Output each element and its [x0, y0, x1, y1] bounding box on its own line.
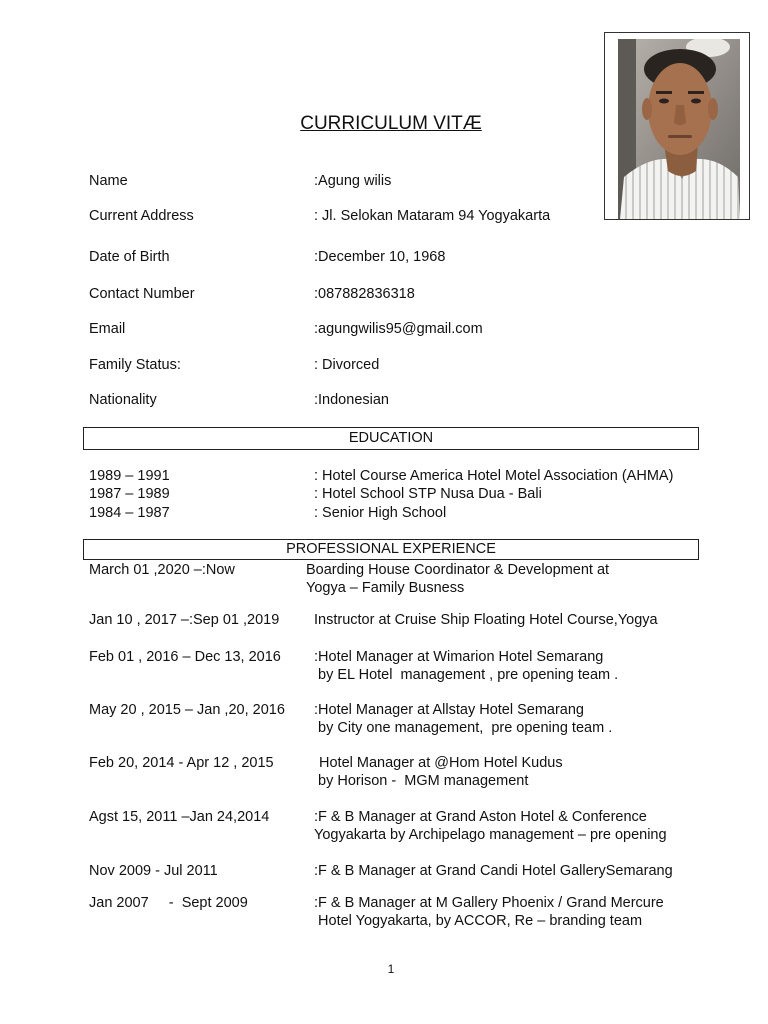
family-status-value: : Divorced	[314, 357, 380, 373]
email-label: Email	[89, 321, 126, 337]
nationality-label: Nationality	[89, 392, 157, 408]
experience-role-detail: Hotel Yogyakarta, by ACCOR, Re – branding team	[314, 913, 643, 929]
portrait-image	[618, 39, 740, 219]
education-heading: EDUCATION	[83, 427, 699, 450]
experience-heading: PROFESSIONAL EXPERIENCE	[83, 539, 699, 560]
page-number: 1	[387, 962, 395, 976]
page-title: CURRICULUM VITÆ	[300, 113, 482, 134]
experience-period: May 20 , 2015 – Jan ,20, 2016	[89, 702, 285, 718]
contact-label: Contact Number	[89, 286, 195, 302]
experience-role: Boarding House Coordinator & Development at	[306, 562, 610, 578]
experience-period: Agst 15, 2011 –Jan 24,2014	[89, 809, 270, 825]
dob-label: Date of Birth	[89, 249, 170, 265]
name-value: :Agung wilis	[314, 173, 392, 189]
experience-period: Jan 2007 - Sept 2009	[89, 895, 248, 911]
experience-period: March 01 ,2020 –:Now	[89, 562, 235, 578]
experience-role-detail: by EL Hotel management , pre opening team .	[314, 667, 619, 683]
experience-period: Nov 2009 - Jul 2011	[89, 863, 218, 879]
contact-value: :087882836318	[314, 286, 415, 302]
experience-role-detail: by City one management, pre opening team .	[314, 720, 613, 736]
nationality-value: :Indonesian	[314, 392, 389, 408]
address-value: : Jl. Selokan Mataram 94 Yogyakarta	[314, 208, 551, 224]
education-period: 1984 – 1987	[89, 505, 170, 521]
experience-role: :Hotel Manager at Allstay Hotel Semarang	[314, 702, 584, 718]
experience-period: Feb 20, 2014 - Apr 12 , 2015	[89, 755, 274, 771]
experience-period: Jan 10 , 2017 –:Sep 01 ,2019	[89, 612, 280, 628]
education-period: 1989 – 1991	[89, 468, 170, 484]
experience-role: :F & B Manager at Grand Candi Hotel GallerySemarang	[314, 863, 673, 879]
experience-role: Instructor at Cruise Ship Floating Hotel Course,Yogya	[314, 612, 658, 628]
experience-period: Feb 01 , 2016 – Dec 13, 2016	[89, 649, 281, 665]
experience-role-detail: Yogyakarta by Archipelago management – pre opening	[314, 827, 667, 843]
profile-photo	[618, 39, 740, 219]
experience-role: :F & B Manager at M Gallery Phoenix / Grand Mercure	[314, 895, 664, 911]
address-label: Current Address	[89, 208, 194, 224]
dob-value: :December 10, 1968	[314, 249, 446, 265]
education-period: 1987 – 1989	[89, 486, 170, 502]
experience-role: :Hotel Manager at Wimarion Hotel Semarang	[314, 649, 604, 665]
experience-role: :F & B Manager at Grand Aston Hotel & Conference	[314, 809, 647, 825]
education-detail: : Hotel Course America Hotel Motel Association (AHMA)	[314, 468, 674, 484]
family-status-label: Family Status:	[89, 357, 181, 373]
name-label: Name	[89, 173, 128, 189]
experience-role-detail: Yogya – Family Busness	[306, 580, 465, 596]
email-value: :agungwilis95@gmail.com	[314, 321, 483, 337]
experience-role: Hotel Manager at @Hom Hotel Kudus	[319, 755, 563, 771]
education-detail: : Senior High School	[314, 505, 447, 521]
profile-photo-frame	[604, 32, 750, 220]
education-detail: : Hotel School STP Nusa Dua - Bali	[314, 486, 542, 502]
experience-role-detail: by Horison - MGM management	[314, 773, 529, 789]
